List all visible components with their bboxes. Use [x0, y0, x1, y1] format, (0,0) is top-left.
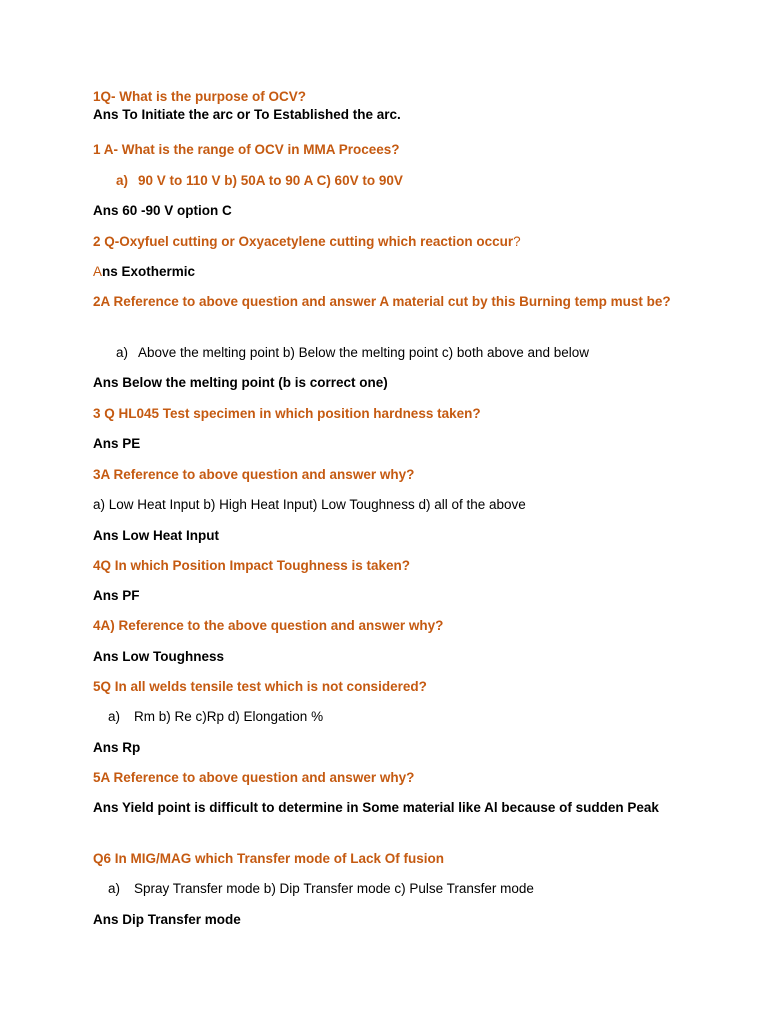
answer-2	[93, 263, 195, 281]
question-3: 3 Q HL045 Test specimen in which position hardness taken?	[93, 406, 481, 421]
option-text: Spray Transfer mode b) Dip Transfer mode c) Pulse Transfer mode	[134, 881, 534, 896]
option-marker: a)	[108, 881, 121, 896]
question-4a: 4A) Reference to the above question and answer why?	[93, 618, 444, 633]
option-marker: a)	[116, 345, 129, 360]
options-3a: a) Low Heat Input b) High Heat Input) Low Toughness d) all of the above	[93, 497, 526, 512]
question-1a: 1 A- What is the range of OCV in MMA Procees?	[93, 142, 400, 157]
options-2a	[116, 344, 589, 362]
question-3a: 3A Reference to above question and answer why?	[93, 467, 415, 482]
question-2-mark: ?	[513, 234, 521, 249]
option-text: Above the melting point b) Below the melting point c) both above and below	[138, 345, 590, 360]
question-5a: 5A Reference to above question and answer why?	[93, 770, 415, 785]
answer-5: Ans Rp	[93, 740, 141, 755]
answer-3: Ans PE	[93, 436, 141, 451]
question-5: 5Q In all welds tensile test which is not considered?	[93, 679, 427, 694]
answer-6: Ans Dip Transfer mode	[93, 912, 241, 927]
question-4: 4Q In which Position Impact Toughness is taken?	[93, 558, 411, 573]
option-text: Rm b) Re c)Rp d) Elongation %	[134, 709, 324, 724]
options-1a	[116, 172, 403, 190]
answer-2-initial: A	[93, 264, 103, 279]
question-2	[93, 233, 521, 251]
answer-4: Ans PF	[93, 588, 140, 603]
answer-2-text: ns Exothermic	[102, 264, 196, 279]
question-1: 1Q- What is the purpose of OCV?	[93, 89, 307, 104]
options-6	[108, 880, 534, 898]
question-2-text: 2 Q-Oxyfuel cutting or Oxyacetylene cutting which reaction occur	[93, 234, 514, 249]
question-2a: 2A Reference to above question and answer A material cut by this Burning temp must be?	[93, 294, 671, 309]
answer-1a: Ans 60 -90 V option C	[93, 203, 232, 218]
answer-1: Ans To Initiate the arc or To Established the arc.	[93, 107, 401, 122]
answer-4a: Ans Low Toughness	[93, 649, 224, 664]
answer-3a: Ans Low Heat Input	[93, 528, 219, 543]
option-marker: a)	[116, 173, 129, 188]
question-6: Q6 In MIG/MAG which Transfer mode of Lack Of fusion	[93, 851, 445, 866]
options-5	[108, 708, 323, 726]
answer-5a: Ans Yield point is difficult to determine in Some material like Al because of sudden Peak	[93, 800, 659, 815]
option-marker: a)	[108, 709, 121, 724]
answer-2a: Ans Below the melting point (b is correct one)	[93, 375, 388, 390]
option-text: 90 V to 110 V b) 50A to 90 A C) 60V to 90V	[138, 173, 403, 188]
